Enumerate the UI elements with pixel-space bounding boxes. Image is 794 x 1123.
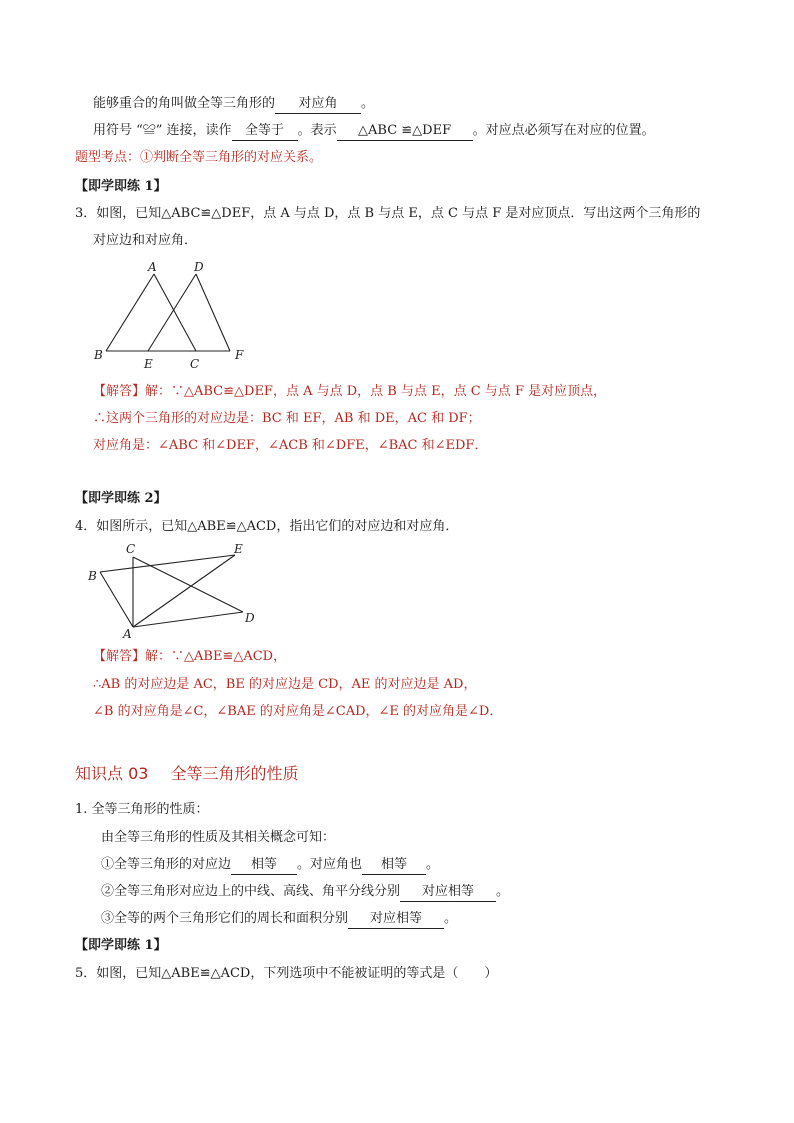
triangle-figure-3 — [90, 258, 260, 376]
answer-blank: 对应角 — [275, 95, 361, 114]
section-heading — [75, 763, 298, 785]
label-d: D — [194, 260, 204, 274]
problem-4-answer-1: 【解答】解：∵△ABE≌△ACD， — [93, 649, 287, 664]
label-b: B — [88, 569, 97, 583]
problem-4-answer-3: ∠B 的对应角是∠C，∠BAE 的对应角是∠CAD，∠E 的对应角是∠D． — [93, 704, 503, 719]
text: 。 — [444, 911, 458, 926]
label-d: D — [245, 611, 255, 625]
practice-label: 【即学即练 2】 — [75, 491, 167, 506]
segment-df — [196, 274, 230, 351]
label-b: B — [94, 348, 103, 362]
question-type-note: 题型考点：①判断全等三角形的对应关系。 — [75, 150, 323, 165]
label-c: C — [126, 542, 136, 556]
segment-ab — [106, 274, 154, 351]
property-heading: 1. 全等三角形的性质： — [75, 802, 209, 817]
text: 能够重合的角叫做全等三角形的 — [93, 96, 276, 111]
problem-3-text: 3．如图，已知△ABC≌△DEF，点 A 与点 D，点 B 与点 E，点 C 与点 F 是对应顶点．写出这两个三角形的 — [75, 206, 701, 221]
segment-cd — [133, 557, 243, 612]
property-2 — [101, 883, 509, 902]
triangle-figure-4 — [85, 540, 265, 640]
segment-ed — [148, 274, 196, 351]
answer-blank: 相等 — [362, 856, 426, 875]
text: 。对应角也 — [297, 857, 363, 872]
problem-4-answer-2: ∴AB 的对应边是 AC，BE 的对应边是 CD，AE 的对应边是 AD， — [93, 677, 477, 692]
problem-4-text: 4．如图所示，已知△ABE≌△ACD，指出它们的对应边和对应角． — [75, 519, 459, 534]
text: 。 — [426, 857, 440, 872]
problem-3-text-cont: 对应边和对应角． — [93, 233, 198, 248]
segment-ac — [154, 274, 196, 351]
answer-blank: △ABC ≌△DEF — [337, 122, 473, 141]
problem-3-answer-1: 【解答】解：∵△ABC≌△DEF，点 A 与点 D，点 B 与点 E，点 C 与点 F 是对应顶点， — [93, 384, 607, 399]
answer-blank: 对应相等 — [348, 910, 444, 929]
label-a: A — [123, 627, 132, 640]
text: ①全等三角形的对应边 — [101, 857, 232, 872]
text: ③全等的两个三角形它们的周长和面积分别 — [101, 911, 349, 926]
text: 。 — [361, 96, 375, 111]
answer-blank: 相等 — [231, 856, 297, 875]
definition-line-2 — [93, 122, 655, 141]
answer-blank: 全等于 — [232, 122, 298, 141]
text: 。表示 — [297, 123, 337, 138]
text: 。 — [496, 884, 510, 899]
section-number: 知识点 03 — [75, 764, 149, 783]
definition-line-1 — [93, 95, 374, 114]
segment-ba — [100, 572, 133, 627]
problem-3-answer-2: ∴这两个三角形的对应边是：BC 和 EF，AB 和 DE，AC 和 DF； — [93, 411, 481, 426]
label-e: E — [234, 542, 243, 556]
problem-3-answer-3: 对应角是：∠ABC 和∠DEF，∠ACB 和∠DFE，∠BAC 和∠EDF． — [93, 438, 488, 453]
text: 用符号 “≌” 连接，读作 — [93, 123, 232, 138]
text: ②全等三角形对应边上的中线、高线、角平分线分别 — [101, 884, 401, 899]
section-title: 全等三角形的性质 — [170, 764, 299, 783]
property-intro: 由全等三角形的性质及其相关概念可知： — [101, 830, 336, 845]
property-3 — [101, 910, 457, 929]
practice-label: 【即学即练 1】 — [75, 179, 167, 194]
label-c: C — [190, 357, 200, 371]
label-e: E — [144, 357, 153, 371]
problem-5-text: 5．如图，已知△ABE≌△ACD，下列选项中不能被证明的等式是（ ） — [75, 966, 498, 981]
label-a: A — [148, 260, 157, 274]
practice-label: 【即学即练 1】 — [75, 938, 167, 953]
label-f: F — [235, 348, 244, 362]
answer-blank: 对应相等 — [400, 883, 496, 902]
segment-ad — [133, 612, 243, 627]
text: 。对应点必须写在对应的位置。 — [472, 123, 655, 138]
property-1 — [101, 856, 439, 875]
